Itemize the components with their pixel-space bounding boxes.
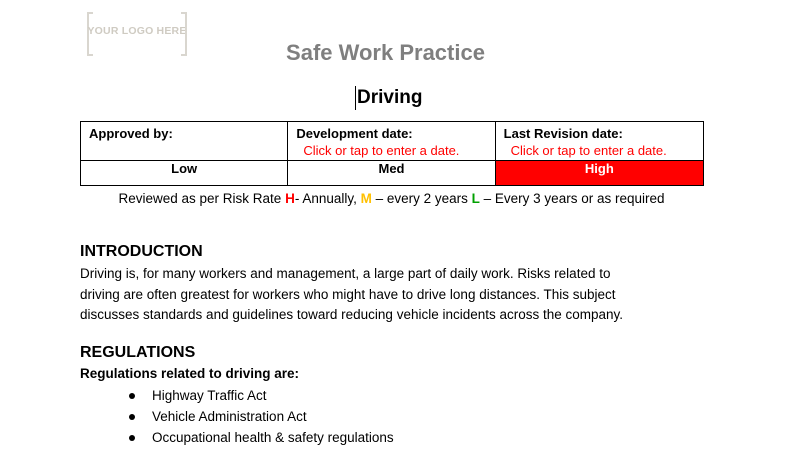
list-item-text: Highway Traffic Act	[152, 388, 267, 403]
list-item-text: Occupational health & safety regulations	[152, 430, 394, 445]
introduction-line: discusses standards and guidelines toward reducing vehicle incidents across the company.	[80, 307, 624, 322]
bullet-icon	[129, 435, 135, 441]
risk-rate-l: L	[471, 191, 480, 206]
approved-by-label: Approved by:	[89, 126, 173, 141]
risk-rate-m-text: – every 2 years	[371, 191, 472, 206]
list-item	[80, 385, 394, 406]
risk-level-low[interactable]: Low	[81, 161, 288, 186]
bullet-icon	[129, 393, 135, 399]
risk-rate-m: M	[360, 191, 372, 206]
review-note-prefix: Reviewed as per Risk Rate	[118, 191, 286, 206]
document-title-text: Safe Work Practice	[286, 40, 485, 65]
list-item	[80, 406, 394, 427]
approved-by-cell[interactable]	[81, 122, 288, 161]
introduction-paragraph	[80, 264, 710, 326]
risk-rate-h: H	[285, 191, 295, 206]
regulations-heading: REGULATIONS	[80, 344, 196, 361]
risk-rate-l-text: – Every 3 years or as required	[479, 191, 665, 206]
regulations-list	[80, 385, 394, 448]
development-date-cell	[288, 122, 495, 161]
introduction-line: driving are often greatest for workers who might have to drive long distances. This subject	[80, 286, 616, 302]
last-revision-date-picker[interactable]: Click or tap to enter a date.	[510, 143, 667, 158]
development-date-label: Development date:	[296, 126, 413, 141]
approval-table	[80, 121, 704, 186]
risk-level-high[interactable]: High	[495, 161, 703, 186]
regulations-subheading: Regulations related to driving are:	[80, 366, 300, 381]
development-date-picker[interactable]: Click or tap to enter a date.	[303, 143, 460, 158]
bullet-icon	[129, 414, 135, 420]
document-subtitle[interactable]: Driving	[357, 87, 423, 108]
text-cursor	[355, 86, 356, 110]
last-revision-date-cell	[495, 122, 703, 161]
introduction-line: Driving is, for many workers and management, a large part of daily work. Risks related to	[80, 266, 611, 281]
risk-rate-h-text: - Annually,	[294, 191, 361, 206]
document-title	[0, 40, 789, 66]
introduction-heading: INTRODUCTION	[80, 243, 203, 260]
list-item	[80, 427, 394, 448]
review-note	[0, 191, 789, 206]
last-revision-date-label: Last Revision date:	[503, 126, 623, 141]
list-item-text: Vehicle Administration Act	[152, 409, 307, 424]
risk-level-row	[81, 161, 704, 186]
approval-row	[81, 122, 704, 161]
risk-level-med[interactable]: Med	[288, 161, 495, 186]
logo-text: YOUR LOGO HERE	[87, 25, 187, 37]
